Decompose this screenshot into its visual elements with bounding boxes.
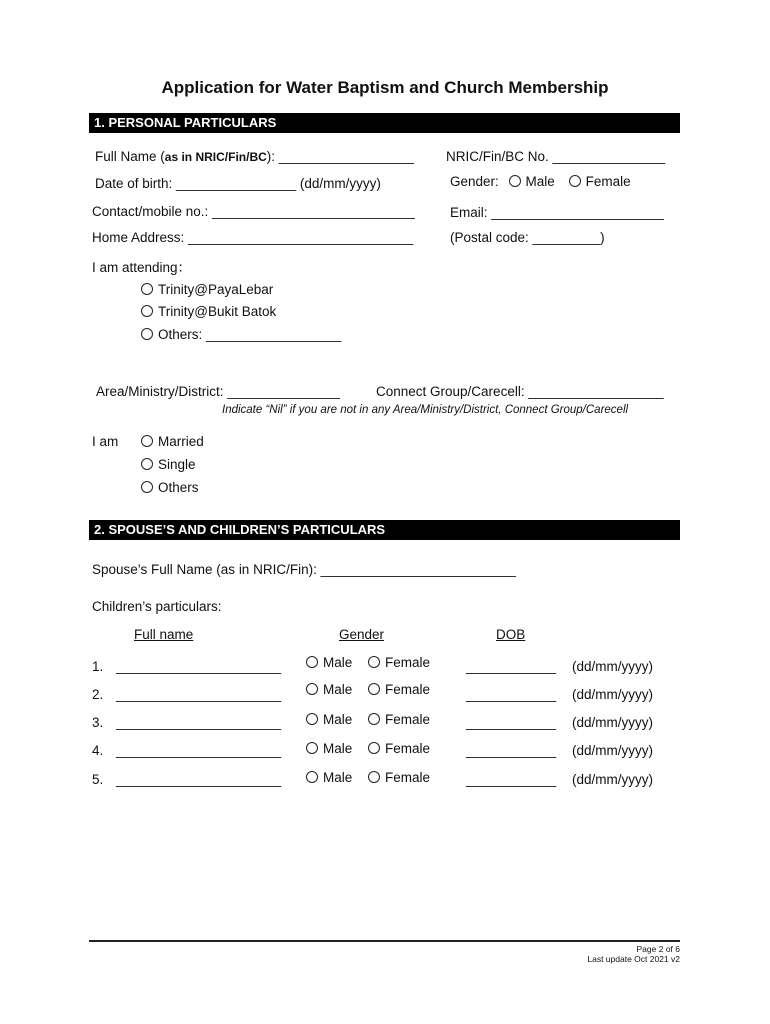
- area-field[interactable]: Area/Ministry/District: _______________: [96, 384, 340, 399]
- attending-option-payalebar[interactable]: [141, 282, 273, 297]
- radio-icon[interactable]: [368, 656, 380, 668]
- full-name-note: as in NRIC/Fin/BC: [164, 150, 267, 164]
- option-label: Female: [385, 655, 431, 670]
- radio-icon[interactable]: [509, 175, 521, 187]
- page-number: Page 2 of 6: [636, 944, 680, 954]
- child-dob-field[interactable]: ____________: [466, 659, 557, 674]
- gender-female-option[interactable]: [569, 174, 631, 189]
- nil-note: Indicate “Nil” if you are not in any Area/Ministry/District, Connect Group/Carecell: [222, 404, 629, 416]
- child-dob-format: (dd/mm/yyyy): [572, 687, 653, 702]
- nric-field[interactable]: NRIC/Fin/BC No. _______________: [446, 149, 666, 164]
- child-name-field[interactable]: ______________________: [116, 715, 282, 730]
- option-label: Male: [323, 655, 353, 670]
- child-dob-format: (dd/mm/yyyy): [572, 772, 653, 787]
- child-dob-format: (dd/mm/yyyy): [572, 659, 653, 674]
- spouse-name-field[interactable]: Spouse’s Full Name (as in NRIC/Fin): __________________________: [92, 562, 516, 577]
- child-gender-female[interactable]: [368, 655, 430, 670]
- connect-group-field[interactable]: Connect Group/Carecell: __________________: [376, 384, 664, 399]
- col-header-full-name: Full name: [134, 627, 194, 642]
- marital-label: I am: [92, 434, 119, 449]
- radio-icon[interactable]: [368, 771, 380, 783]
- child-name-field[interactable]: ______________________: [116, 659, 282, 674]
- option-label: Trinity@Bukit Batok: [158, 304, 277, 319]
- radio-icon[interactable]: [368, 713, 380, 725]
- child-row-number: 5.: [92, 772, 104, 787]
- option-label: Others: __________________: [158, 327, 342, 342]
- radio-icon[interactable]: [306, 683, 318, 695]
- attending-label: I am attending：: [92, 260, 192, 275]
- gender-male-option[interactable]: [509, 174, 555, 189]
- full-name-field[interactable]: [95, 149, 414, 164]
- child-gender-male[interactable]: [306, 712, 352, 727]
- child-dob-field[interactable]: ____________: [466, 743, 557, 758]
- child-row-number: 1.: [92, 659, 104, 674]
- marital-option-married[interactable]: [141, 434, 204, 449]
- radio-icon[interactable]: [141, 435, 153, 447]
- option-label: Female: [385, 712, 431, 727]
- dob-field[interactable]: Date of birth: ________________ (dd/mm/yyyy): [95, 176, 381, 191]
- option-label: Male: [323, 682, 353, 697]
- child-dob-format: (dd/mm/yyyy): [572, 715, 653, 730]
- radio-icon[interactable]: [569, 175, 581, 187]
- radio-icon[interactable]: [368, 683, 380, 695]
- child-gender-female[interactable]: [368, 741, 430, 756]
- section-1-header: 1. PERSONAL PARTICULARS: [89, 113, 680, 133]
- radio-icon[interactable]: [306, 771, 318, 783]
- child-dob-field[interactable]: ____________: [466, 772, 557, 787]
- child-name-field[interactable]: ______________________: [116, 772, 282, 787]
- gender-group: [450, 174, 631, 189]
- attending-option-others[interactable]: [141, 327, 341, 342]
- option-label: Trinity@PayaLebar: [158, 282, 274, 297]
- radio-icon[interactable]: [306, 713, 318, 725]
- radio-icon[interactable]: [306, 656, 318, 668]
- option-label: Single: [158, 457, 196, 472]
- page-title: Application for Water Baptism and Church Membership: [161, 78, 609, 97]
- marital-option-others[interactable]: [141, 480, 199, 495]
- radio-icon[interactable]: [141, 283, 153, 295]
- radio-icon[interactable]: [141, 328, 153, 340]
- children-label: Children’s particulars:: [92, 599, 222, 614]
- col-header-gender: Gender: [339, 627, 385, 642]
- full-name-line: ): __________________: [266, 149, 414, 164]
- radio-icon[interactable]: [368, 742, 380, 754]
- postal-code-field[interactable]: (Postal code: _________): [450, 230, 605, 245]
- child-dob-field[interactable]: ____________: [466, 687, 557, 702]
- child-dob-format: (dd/mm/yyyy): [572, 743, 653, 758]
- section-2-header: 2. SPOUSE’S AND CHILDREN’S PARTICULARS: [89, 520, 680, 540]
- radio-icon[interactable]: [141, 458, 153, 470]
- option-label: Male: [323, 770, 353, 785]
- child-name-field[interactable]: ______________________: [116, 743, 282, 758]
- option-label: Others: [158, 480, 199, 495]
- footer-divider: [89, 940, 680, 942]
- child-gender-female[interactable]: [368, 712, 430, 727]
- radio-icon[interactable]: [306, 742, 318, 754]
- contact-field[interactable]: Contact/mobile no.: ___________________________: [92, 204, 415, 219]
- gender-female-label: Female: [585, 174, 631, 189]
- col-header-dob: DOB: [496, 627, 526, 642]
- attending-option-bukit-batok[interactable]: [141, 304, 276, 319]
- option-label: Male: [323, 712, 353, 727]
- last-update: Last update Oct 2021 v2: [587, 954, 680, 964]
- marital-option-single[interactable]: [141, 457, 196, 472]
- gender-male-label: Male: [525, 174, 555, 189]
- full-name-label: Full Name (: [95, 149, 165, 164]
- child-row-number: 2.: [92, 687, 104, 702]
- option-label: Male: [323, 741, 353, 756]
- child-gender-male[interactable]: [306, 770, 352, 785]
- child-gender-female[interactable]: [368, 770, 430, 785]
- child-row-number: 4.: [92, 743, 104, 758]
- child-row-number: 3.: [92, 715, 104, 730]
- radio-icon[interactable]: [141, 305, 153, 317]
- option-label: Female: [385, 682, 431, 697]
- child-gender-male[interactable]: [306, 741, 352, 756]
- option-label: Married: [158, 434, 204, 449]
- gender-label: Gender:: [450, 174, 499, 189]
- child-name-field[interactable]: ______________________: [116, 687, 282, 702]
- option-label: Female: [385, 770, 431, 785]
- option-label: Female: [385, 741, 431, 756]
- address-field[interactable]: Home Address: ______________________________: [92, 230, 414, 245]
- child-gender-male[interactable]: [306, 682, 352, 697]
- child-gender-female[interactable]: [368, 682, 430, 697]
- child-gender-male[interactable]: [306, 655, 352, 670]
- child-dob-field[interactable]: ____________: [466, 715, 557, 730]
- email-field[interactable]: Email: _______________________: [450, 205, 664, 220]
- radio-icon[interactable]: [141, 481, 153, 493]
